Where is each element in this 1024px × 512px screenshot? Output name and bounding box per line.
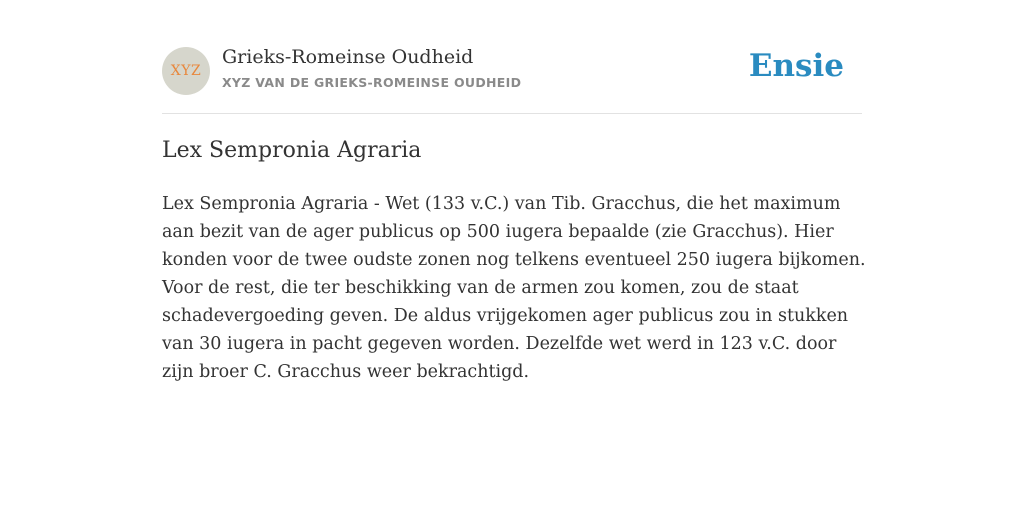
source-subtitle[interactable]: XYZ VAN DE GRIEKS-ROMEINSE OUDHEID xyxy=(222,75,522,90)
source-avatar[interactable] xyxy=(162,47,210,95)
ensie-logo[interactable]: Ensie xyxy=(748,48,844,84)
entry-title: Lex Sempronia Agraria xyxy=(162,138,422,163)
entry-body: Lex Sempronia Agraria - Wet (133 v.C.) van Tib. Gracchus, die het maximum aan bezit van de ager publicus op 500 iugera bepaalde (zie Gracchus). Hier konden voor de twee oudste zonen nog telkens eventueel 250 iugera bijkomen. Voor de rest, die ter beschikking van de armen zou komen, zou de staat schadevergoeding geven. De aldus vrijgekomen ager publicus zou in stukken van 30 iugera in pacht gegeven worden. Dezelfde wet werd in 123 v.C. door zijn broer C. Gracchus weer bekrachtigd. xyxy=(162,194,866,382)
page-container xyxy=(162,0,866,382)
source-title[interactable]: Grieks-Romeinse Oudheid xyxy=(222,46,474,68)
avatar-text: XYZ xyxy=(170,63,202,79)
source-header xyxy=(162,0,862,114)
